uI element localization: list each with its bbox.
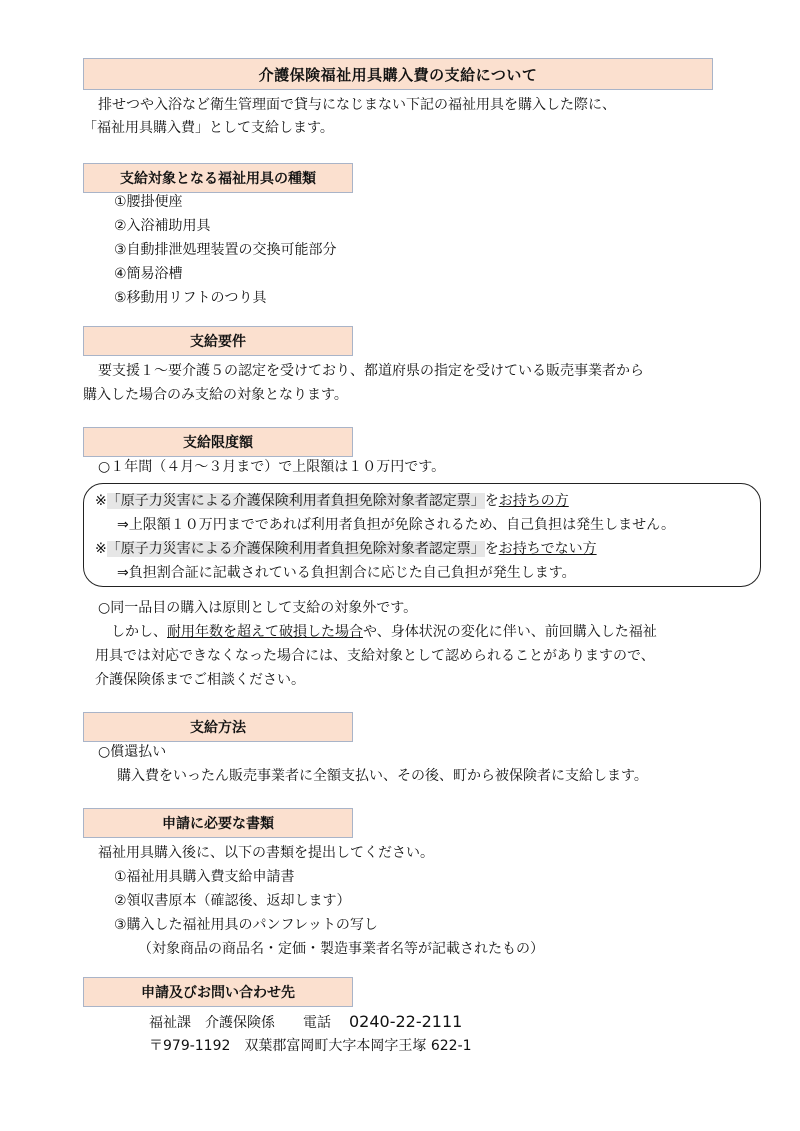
- exception-line-2: 用具では対応できなくなった場合には、支給対象として認められることがありますので、: [95, 648, 655, 664]
- contact-tel: 0240-22-2111: [349, 1012, 463, 1031]
- section-heading-documents: 申請に必要な書類: [83, 808, 353, 838]
- document-item-3-note: （対象商品の商品名・定価・製造事業者名等が記載されたもの）: [138, 941, 544, 957]
- section-heading-requirements: 支給要件: [83, 326, 353, 356]
- type-item-2: ②入浴補助用具: [114, 218, 211, 234]
- documents-intro: 福祉用具購入後に、以下の書類を提出してください。: [98, 845, 434, 861]
- note-1-certificate: 「原子力災害による介護保険利用者負担免除対象者認定票」: [106, 493, 485, 509]
- intro-line-2: 「福祉用具購入費」として支給します。: [83, 120, 334, 136]
- contact-address: 双葉郡富岡町大字本岡字王塚 622-1: [244, 1038, 472, 1054]
- note-2-prefix: ※: [95, 541, 107, 557]
- note-1-holders: お持ちの方: [498, 493, 569, 509]
- page-title: 介護保険福祉用具購入費の支給について: [83, 58, 713, 90]
- note-1-detail: ⇒上限額１０万円までであれば利用者負担が免除されるため、自己負担は発生しません。: [117, 517, 676, 533]
- exception-prefix: しかし、: [111, 624, 167, 640]
- note-1: [95, 490, 569, 512]
- contact-department: 福祉課 介護保険係: [149, 1015, 275, 1031]
- section-heading-types: 支給対象となる福祉用具の種類: [83, 163, 353, 193]
- contact-zip: 〒979-1192: [149, 1038, 231, 1054]
- document-item-3: ③購入した福祉用具のパンフレットの写し: [114, 917, 378, 933]
- document-item-1: ①福祉用具購入費支給申請書: [114, 869, 295, 885]
- type-item-1: ①腰掛便座: [114, 194, 183, 210]
- type-item-3: ③自動排泄処理装置の交換可能部分: [114, 242, 337, 258]
- exception-line-1: [111, 621, 657, 643]
- note-2: [95, 538, 597, 560]
- note-1-particle: を: [484, 493, 499, 509]
- requirements-line-2: 購入した場合のみ支給の対象となります。: [83, 387, 348, 403]
- exception-suffix: や、身体状況の変化に伴い、前回購入した福祉: [363, 624, 657, 640]
- note-2-detail: ⇒負担割合証に記載されている負担割合に応じた自己負担が発生します。: [117, 565, 576, 581]
- method-line-2: 購入費をいったん販売事業者に全額支払い、その後、町から被保険者に支給します。: [117, 768, 648, 784]
- document-item-2: ②領収書原本（確認後、返却します）: [114, 893, 351, 909]
- contact-tel-label: 電話: [303, 1015, 331, 1031]
- section-heading-method: 支給方法: [83, 712, 353, 742]
- note-1-prefix: ※: [95, 493, 107, 509]
- intro-line-1: 排せつや入浴など衛生管理面で貸与になじまない下記の福祉用具を購入した際に、: [98, 97, 616, 113]
- method-line-1: ○償還払い: [98, 744, 167, 760]
- exception-line-3: 介護保険係までご相談ください。: [95, 672, 305, 688]
- same-item-line: ○同一品目の購入は原則として支給の対象外です。: [98, 600, 418, 616]
- type-item-4: ④簡易浴槽: [114, 266, 183, 282]
- note-2-particle: を: [484, 541, 499, 557]
- limit-line-1: ○１年間（４月～３月まで）で上限額は１０万円です。: [98, 459, 446, 475]
- section-heading-limit: 支給限度額: [83, 427, 353, 457]
- requirements-line-1: 要支援１～要介護５の認定を受けており、都道府県の指定を受けている販売事業者から: [98, 363, 644, 379]
- contact-line-1: [149, 1011, 462, 1034]
- exception-underlined: 耐用年数を超えて破損した場合: [167, 624, 363, 640]
- type-item-5: ⑤移動用リフトのつり具: [114, 290, 267, 306]
- contact-line-2: [149, 1035, 472, 1057]
- section-heading-contact: 申請及びお問い合わせ先: [83, 977, 353, 1007]
- note-2-certificate: 「原子力災害による介護保険利用者負担免除対象者認定票」: [106, 541, 485, 557]
- note-2-non-holders: お持ちでない方: [498, 541, 597, 557]
